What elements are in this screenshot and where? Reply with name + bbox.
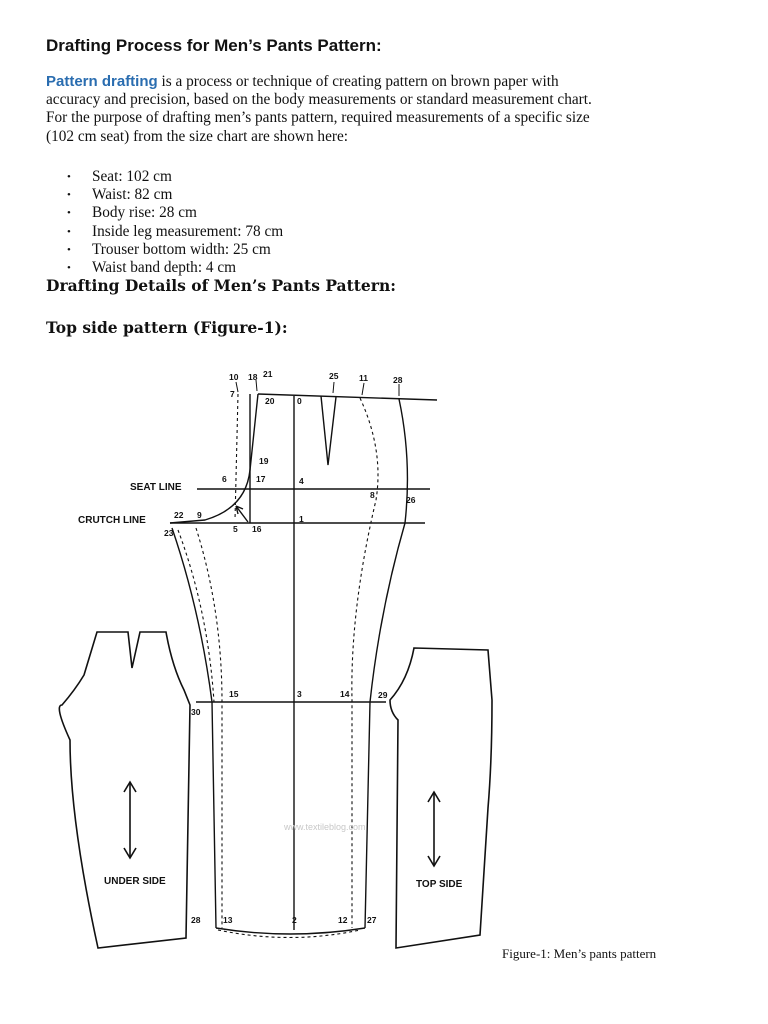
dotted-side-seam <box>352 398 378 928</box>
point-label: 7 <box>230 389 235 399</box>
intro-paragraph <box>46 73 736 146</box>
crotch-curve <box>170 394 258 523</box>
point-label: 2 <box>292 915 297 925</box>
measurement-list <box>46 168 283 277</box>
point-label: 26 <box>406 495 416 505</box>
crutch-line-label: CRUTCH LINE <box>78 515 146 526</box>
point-label: 3 <box>297 689 302 699</box>
measurement-item: • Seat: 102 cm <box>46 168 283 186</box>
outseam-line <box>365 399 407 928</box>
crutch-arrow <box>236 506 248 522</box>
intro-line-1 <box>46 73 736 91</box>
pants-pattern-figure <box>40 360 500 960</box>
point-label: 23 <box>164 528 174 538</box>
point-label: 13 <box>223 915 233 925</box>
point-label: 27 <box>367 915 377 925</box>
point-label: 16 <box>252 524 262 534</box>
measurement-item: • Inside leg measurement: 78 cm <box>46 223 283 241</box>
point-label: 0 <box>297 396 302 406</box>
point-label: 25 <box>329 371 339 381</box>
point-label: 11 <box>359 373 368 383</box>
drafting-details-heading: Drafting Details of Men’s Pants Pattern: <box>46 276 396 295</box>
seat-line-label: SEAT LINE <box>130 482 182 493</box>
point-label: 19 <box>259 456 269 466</box>
pattern-drafting-link[interactable]: Pattern drafting <box>46 73 158 90</box>
point-label: 10 <box>229 372 239 382</box>
point-label: 4 <box>299 476 304 486</box>
watermark-text: www.textileblog.com <box>284 822 366 832</box>
intro-line-4: (102 cm seat) from the size chart are shown here: <box>46 127 348 145</box>
figure-caption: Figure-1: Men’s pants pattern <box>502 946 657 961</box>
top-side-label: TOP SIDE <box>416 879 463 890</box>
point-label: 18 <box>248 372 258 382</box>
page-title: Drafting Process for Men’s Pants Pattern: <box>46 36 382 55</box>
point-label: 22 <box>174 510 184 520</box>
point-label: 6 <box>222 474 227 484</box>
waist-dart <box>321 396 336 465</box>
point-label: 21 <box>263 369 273 379</box>
waist-line <box>258 394 437 400</box>
inseam-line <box>172 528 216 928</box>
measurement-item: • Trouser bottom width: 25 cm <box>46 241 283 259</box>
point-label: 12 <box>338 915 348 925</box>
point-label: 14 <box>340 689 350 699</box>
intro-line-3: For the purpose of drafting men’s pants pattern, required measurements of a specific size <box>46 109 590 127</box>
point-label: 30 <box>191 707 201 717</box>
point-label: 28 <box>393 375 403 385</box>
point-label: 17 <box>256 474 266 484</box>
point-label: 5 <box>233 524 238 534</box>
intro-line-2: accuracy and precision, based on the body measurements or standard measurement chart. <box>46 91 592 109</box>
point-label: 1 <box>299 514 304 524</box>
dotted-inseam <box>196 528 222 928</box>
measurement-item: • Body rise: 28 cm <box>46 204 283 222</box>
point-label: 28 <box>191 915 201 925</box>
point-label: 20 <box>265 396 275 406</box>
intro-line-1-text: is a process or technique of creating pattern on brown paper with <box>157 73 559 90</box>
point-label: 15 <box>229 689 239 699</box>
measurement-item: • Waist: 82 cm <box>46 186 283 204</box>
point-label: 29 <box>378 690 388 700</box>
top-side-piece <box>390 648 492 948</box>
measurement-item: • Waist band depth: 4 cm <box>46 259 283 277</box>
point-label: 9 <box>197 510 202 520</box>
point-label: 8 <box>370 490 375 500</box>
top-side-heading: Top side pattern (Figure-1): <box>46 318 288 337</box>
under-side-label: UNDER SIDE <box>104 876 166 887</box>
